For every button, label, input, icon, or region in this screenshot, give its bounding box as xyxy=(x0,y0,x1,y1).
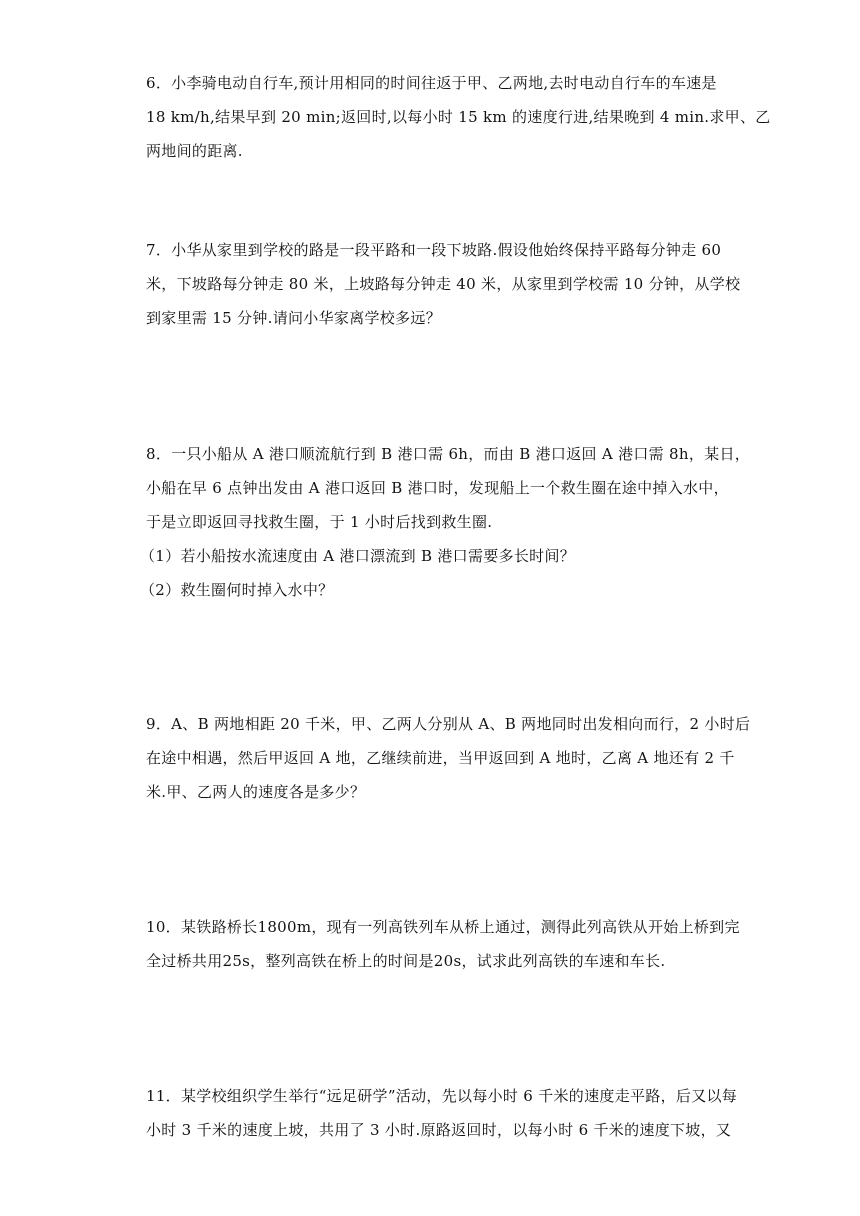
problem-text-line: 11．某学校组织学生举行“远足研学”活动，先以每小时 6 千米的速度走平路，后又以每 xyxy=(146,1087,738,1105)
problem-text-line: 小时 3 千米的速度上坡，共用了 3 小时.原路返回时，以每小时 6 千米的速度下坡，又 xyxy=(146,1121,732,1139)
problem-11 xyxy=(146,1079,738,1147)
problem-6 xyxy=(146,66,771,168)
problem-text-line: 6．小李骑电动自行车,预计用相同的时间往返于甲、乙两地,去时电动自行车的车速是 xyxy=(146,74,717,92)
problem-text-line: 7．小华从家里到学校的路是一段平路和一段下坡路.假设他始终保持平路每分钟走 60 xyxy=(146,241,722,259)
problem-text-line: 到家里需 15 分钟.请问小华家离学校多远？ xyxy=(146,309,441,327)
problem-text-line: 于是立即返回寻找救生圈，于 1 小时后找到救生圈. xyxy=(146,513,493,531)
problem-9 xyxy=(146,707,751,809)
problem-text-line: 8．一只小船从 A 港口顺流航行到 B 港口需 6h，而由 B 港口返回 A 港口需 8h，某日， xyxy=(146,445,751,463)
problem-10 xyxy=(146,910,740,978)
problem-text-line: 两地间的距离. xyxy=(146,142,243,160)
sub-question-2: （2）救生圈何时掉入水中？ xyxy=(140,581,334,599)
problem-text-line: 在途中相遇，然后甲返回 A 地，乙继续前进，当甲返回到 A 地时，乙离 A 地还有 2 千 xyxy=(146,749,735,767)
problem-8 xyxy=(140,437,751,607)
problem-text-line: 米，下坡路每分钟走 80 米，上坡路每分钟走 40 米，从家里到学校需 10 分钟，从学校 xyxy=(146,275,741,293)
problem-text-line: 全过桥共用25s，整列高铁在桥上的时间是20s，试求此列高铁的车速和车长. xyxy=(146,952,666,970)
problem-7 xyxy=(146,233,741,335)
problem-text-line: 9．A、B 两地相距 20 千米，甲、乙两人分别从 A、B 两地同时出发相向而行，2 小时后 xyxy=(146,715,751,733)
problem-text-line: 小船在早 6 点钟出发由 A 港口返回 B 港口时，发现船上一个救生圈在途中掉入水中， xyxy=(146,479,729,497)
sub-question-1: （1）若小船按水流速度由 A 港口漂流到 B 港口需要多长时间？ xyxy=(140,547,576,565)
problem-text-line: 10．某铁路桥长1800m，现有一列高铁列车从桥上通过，测得此列高铁从开始上桥到完 xyxy=(146,918,740,936)
problem-text-line: 18 km/h,结果早到 20 min;返回时,以每小时 15 km 的速度行进,结果晚到 4 min.求甲、乙 xyxy=(146,108,771,126)
problem-text-line: 米.甲、乙两人的速度各是多少？ xyxy=(146,783,366,801)
